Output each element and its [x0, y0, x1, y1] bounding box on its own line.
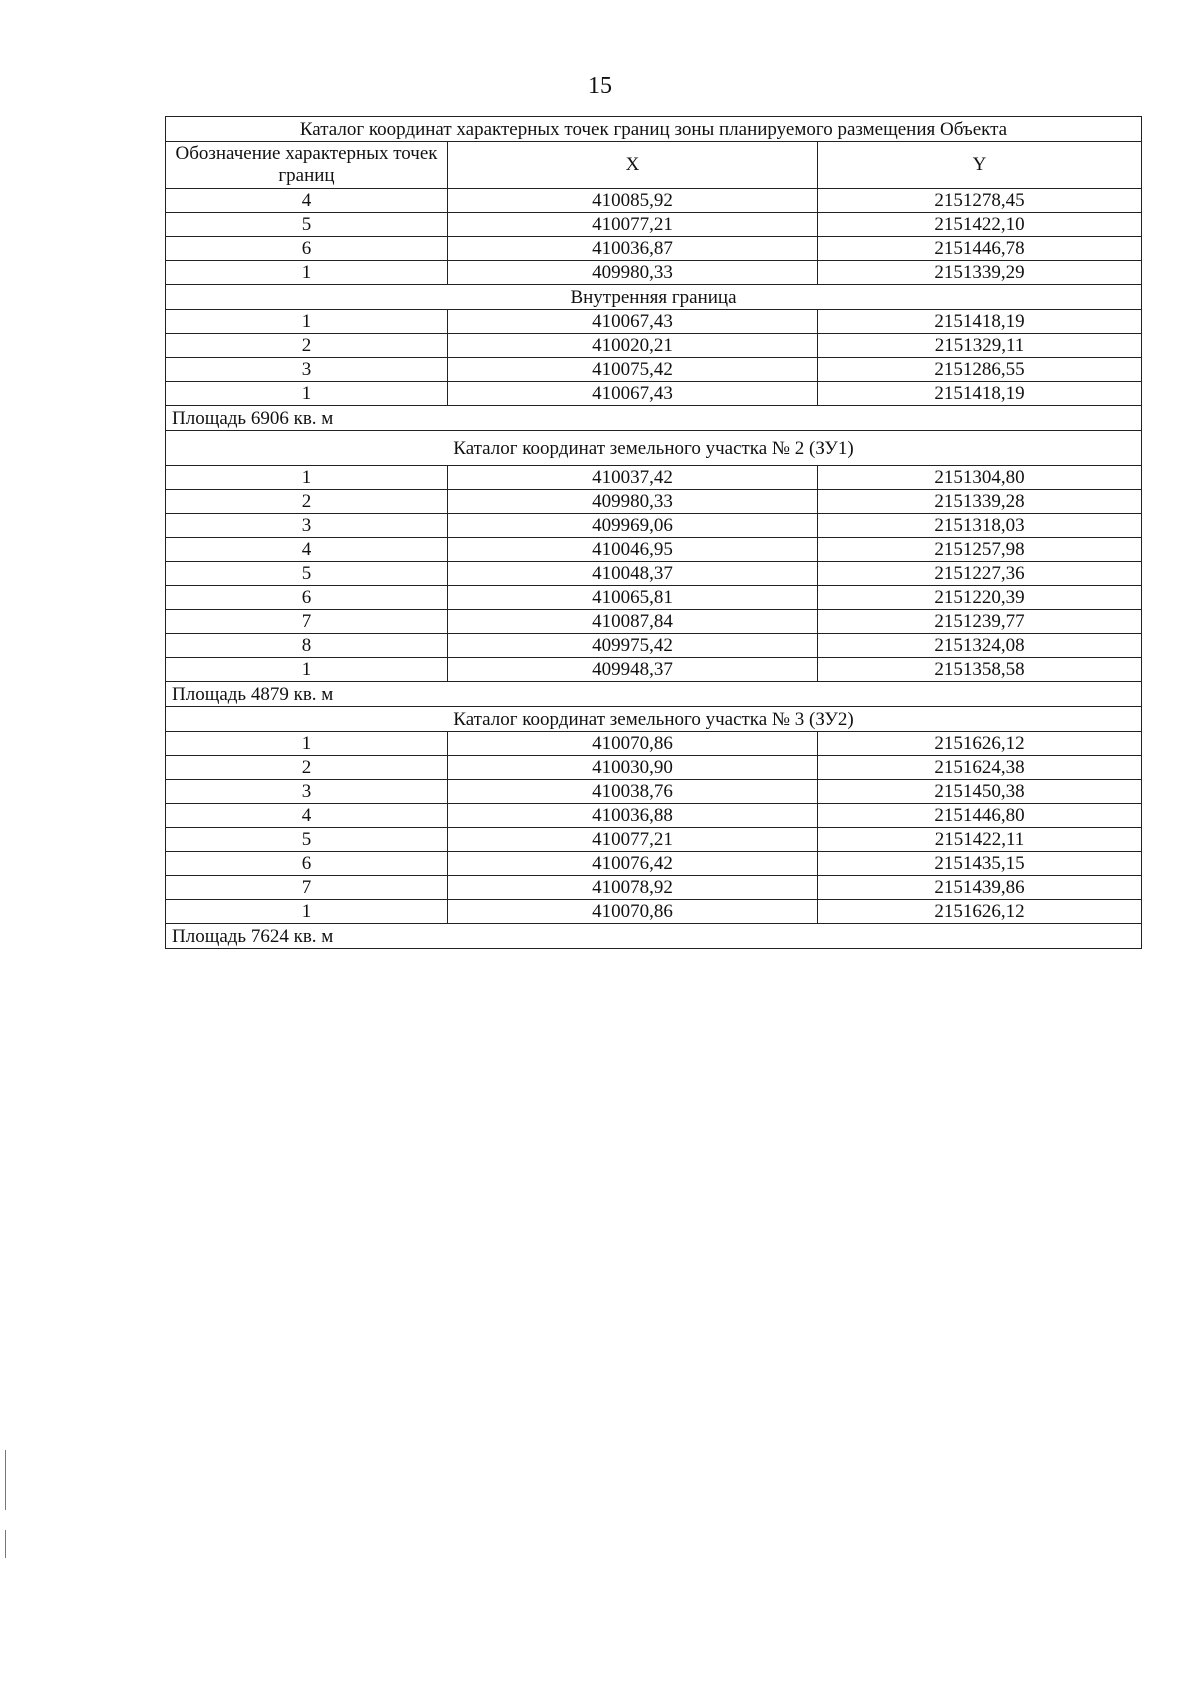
point-number-cell: 3: [166, 780, 448, 804]
table-row: [166, 804, 1142, 828]
table-row: [166, 562, 1142, 586]
x-coordinate-cell: 410036,87: [448, 237, 818, 261]
point-number-cell: 2: [166, 756, 448, 780]
inner-boundary-title-row: [166, 285, 1142, 310]
x-coordinate-cell: 410085,92: [448, 189, 818, 213]
area-row-2: [166, 682, 1142, 707]
y-coordinate-cell: 2151358,58: [818, 658, 1142, 682]
area-label-3: Площадь 7624 кв. м: [166, 924, 1142, 949]
x-coordinate-cell: 410077,21: [448, 828, 818, 852]
point-number-cell: 3: [166, 514, 448, 538]
table-row: [166, 586, 1142, 610]
y-coordinate-cell: 2151227,36: [818, 562, 1142, 586]
x-coordinate-cell: 409980,33: [448, 490, 818, 514]
point-number-cell: 5: [166, 828, 448, 852]
scan-mark: [5, 1450, 6, 1510]
point-number-cell: 5: [166, 213, 448, 237]
point-number-cell: 1: [166, 900, 448, 924]
area-label-2: Площадь 4879 кв. м: [166, 682, 1142, 707]
x-coordinate-cell: 409980,33: [448, 261, 818, 285]
x-coordinate-cell: 409975,42: [448, 634, 818, 658]
y-coordinate-cell: 2151339,28: [818, 490, 1142, 514]
table-row: [166, 334, 1142, 358]
catalog-title: Каталог координат характерных точек границ зоны планируемого размещения Объекта: [166, 117, 1142, 142]
y-coordinate-cell: 2151324,08: [818, 634, 1142, 658]
x-coordinate-cell: 410036,88: [448, 804, 818, 828]
area-label-1: Площадь 6906 кв. м: [166, 406, 1142, 431]
y-coordinate-cell: 2151304,80: [818, 466, 1142, 490]
table-row: [166, 358, 1142, 382]
y-coordinate-cell: 2151286,55: [818, 358, 1142, 382]
point-number-cell: 1: [166, 732, 448, 756]
area-row-1: [166, 406, 1142, 431]
point-number-cell: 1: [166, 466, 448, 490]
x-coordinate-cell: 410070,86: [448, 732, 818, 756]
y-coordinate-cell: 2151446,78: [818, 237, 1142, 261]
point-number-cell: 3: [166, 358, 448, 382]
point-number-cell: 5: [166, 562, 448, 586]
table-row: [166, 310, 1142, 334]
header-point-designation: Обозначение характерных точек границ: [166, 142, 448, 189]
catalog-title-row: [166, 117, 1142, 142]
area-row-3: [166, 924, 1142, 949]
y-coordinate-cell: 2151422,10: [818, 213, 1142, 237]
y-coordinate-cell: 2151329,11: [818, 334, 1142, 358]
catalog-header-row: [166, 142, 1142, 189]
table-row: [166, 189, 1142, 213]
y-coordinate-cell: 2151318,03: [818, 514, 1142, 538]
table-row: [166, 876, 1142, 900]
table-row: [166, 634, 1142, 658]
point-number-cell: 7: [166, 876, 448, 900]
table-row: [166, 261, 1142, 285]
table-row: [166, 900, 1142, 924]
table-row: [166, 490, 1142, 514]
x-coordinate-cell: 410078,92: [448, 876, 818, 900]
plot2-title-row: [166, 431, 1142, 466]
table-row: [166, 828, 1142, 852]
point-number-cell: 4: [166, 804, 448, 828]
page-number: 15: [588, 73, 612, 99]
point-number-cell: 6: [166, 852, 448, 876]
x-coordinate-cell: 410076,42: [448, 852, 818, 876]
x-coordinate-cell: 410046,95: [448, 538, 818, 562]
y-coordinate-cell: 2151339,29: [818, 261, 1142, 285]
point-number-cell: 1: [166, 310, 448, 334]
x-coordinate-cell: 410077,21: [448, 213, 818, 237]
point-number-cell: 6: [166, 586, 448, 610]
plot3-title: Каталог координат земельного участка № 3 (ЗУ2): [166, 707, 1142, 732]
table-row: [166, 658, 1142, 682]
table-row: [166, 466, 1142, 490]
y-coordinate-cell: 2151418,19: [818, 382, 1142, 406]
x-coordinate-cell: 410030,90: [448, 756, 818, 780]
scan-mark: [5, 1530, 6, 1558]
y-coordinate-cell: 2151450,38: [818, 780, 1142, 804]
coordinates-catalog-table: [165, 116, 1142, 949]
y-coordinate-cell: 2151239,77: [818, 610, 1142, 634]
point-number-cell: 6: [166, 237, 448, 261]
x-coordinate-cell: 409948,37: [448, 658, 818, 682]
point-number-cell: 2: [166, 334, 448, 358]
x-coordinate-cell: 410075,42: [448, 358, 818, 382]
table-row: [166, 610, 1142, 634]
x-coordinate-cell: 410065,81: [448, 586, 818, 610]
table-row: [166, 852, 1142, 876]
point-number-cell: 1: [166, 382, 448, 406]
table-row: [166, 538, 1142, 562]
inner-boundary-title: Внутренняя граница: [166, 285, 1142, 310]
header-x: X: [448, 142, 818, 189]
y-coordinate-cell: 2151626,12: [818, 732, 1142, 756]
y-coordinate-cell: 2151446,80: [818, 804, 1142, 828]
x-coordinate-cell: 410070,86: [448, 900, 818, 924]
y-coordinate-cell: 2151278,45: [818, 189, 1142, 213]
y-coordinate-cell: 2151439,86: [818, 876, 1142, 900]
y-coordinate-cell: 2151626,12: [818, 900, 1142, 924]
x-coordinate-cell: 410087,84: [448, 610, 818, 634]
table-row: [166, 756, 1142, 780]
y-coordinate-cell: 2151418,19: [818, 310, 1142, 334]
x-coordinate-cell: 410048,37: [448, 562, 818, 586]
catalog-table-body: [166, 117, 1142, 949]
point-number-cell: 2: [166, 490, 448, 514]
y-coordinate-cell: 2151257,98: [818, 538, 1142, 562]
table-row: [166, 213, 1142, 237]
plot3-title-row: [166, 707, 1142, 732]
point-number-cell: 7: [166, 610, 448, 634]
table-row: [166, 514, 1142, 538]
x-coordinate-cell: 410037,42: [448, 466, 818, 490]
point-number-cell: 1: [166, 658, 448, 682]
point-number-cell: 8: [166, 634, 448, 658]
point-number-cell: 4: [166, 538, 448, 562]
table-row: [166, 237, 1142, 261]
table-row: [166, 780, 1142, 804]
table-row: [166, 732, 1142, 756]
x-coordinate-cell: 410067,43: [448, 382, 818, 406]
y-coordinate-cell: 2151220,39: [818, 586, 1142, 610]
point-number-cell: 4: [166, 189, 448, 213]
x-coordinate-cell: 409969,06: [448, 514, 818, 538]
y-coordinate-cell: 2151624,38: [818, 756, 1142, 780]
y-coordinate-cell: 2151435,15: [818, 852, 1142, 876]
point-number-cell: 1: [166, 261, 448, 285]
table-row: [166, 382, 1142, 406]
y-coordinate-cell: 2151422,11: [818, 828, 1142, 852]
x-coordinate-cell: 410020,21: [448, 334, 818, 358]
x-coordinate-cell: 410067,43: [448, 310, 818, 334]
plot2-title: Каталог координат земельного участка № 2 (ЗУ1): [166, 431, 1142, 466]
x-coordinate-cell: 410038,76: [448, 780, 818, 804]
header-y: Y: [818, 142, 1142, 189]
